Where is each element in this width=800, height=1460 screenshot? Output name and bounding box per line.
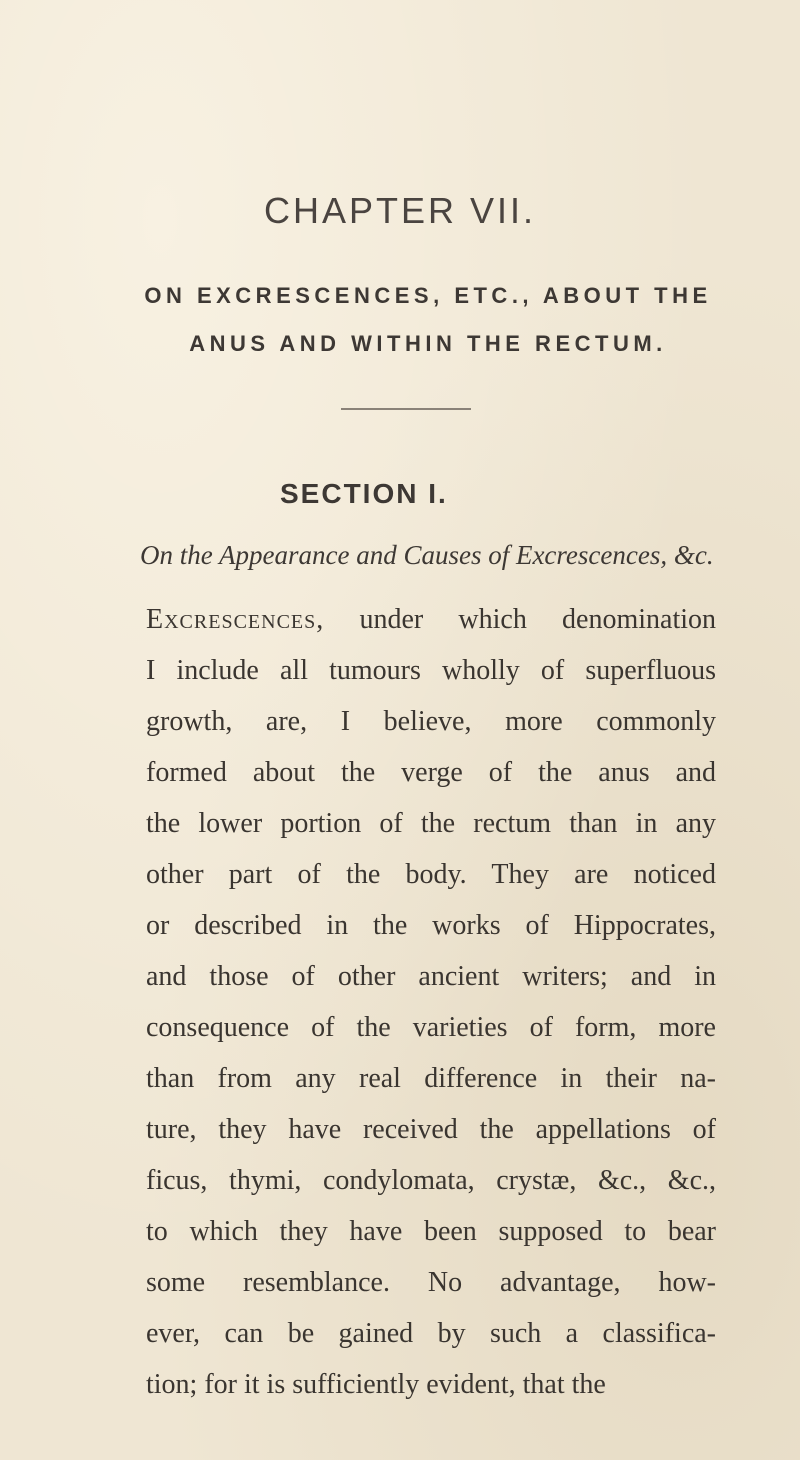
body-line-14: some resemblance. No advantage, how- — [146, 1267, 716, 1298]
body-line-11: ture, they have received the appellations of — [146, 1114, 716, 1145]
section-heading: SECTION I. — [280, 478, 448, 509]
divider-rule — [341, 408, 471, 410]
body-line-1-text: under which denomination — [324, 604, 716, 635]
body-line-6: other part of the body. They are noticed — [146, 859, 716, 890]
body-line-8: and those of other ancient writers; and in — [146, 961, 716, 992]
lead-word: Excrescences, — [146, 604, 325, 635]
section-subheading: On the Appearance and Causes of Excrescences, &c. — [140, 540, 714, 570]
body-line-4: formed about the verge of the anus and — [146, 757, 716, 788]
body-line-10: than from any real difference in their na- — [146, 1063, 716, 1094]
body-line-16: tion; for it is sufficiently evident, that the — [146, 1369, 606, 1400]
chapter-subtitle-line-1: ON EXCRESCENCES, ETC., ABOUT THE — [144, 283, 712, 308]
body-line-15: ever, can be gained by such a classifica- — [146, 1318, 716, 1349]
chapter-subtitle — [128, 272, 728, 368]
chapter-title: CHAPTER VII. — [263, 190, 537, 231]
body-line-13: to which they have been supposed to bear — [146, 1216, 716, 1247]
body-line-5: the lower portion of the rectum than in any — [146, 808, 716, 839]
chapter-subtitle-line-2: ANUS AND WITHIN THE RECTUM. — [189, 331, 667, 356]
body-line-9: consequence of the varieties of form, more — [146, 1012, 716, 1043]
body-line-7: or described in the works of Hippocrates, — [146, 910, 716, 941]
body-line-2: I include all tumours wholly of superfluous — [146, 655, 716, 686]
body-paragraph — [146, 594, 716, 1410]
body-line-12: ficus, thymi, condylomata, crystæ, &c., &c., — [146, 1165, 716, 1196]
body-line-1 — [146, 594, 716, 645]
body-line-3: growth, are, I believe, more commonly — [146, 706, 716, 737]
